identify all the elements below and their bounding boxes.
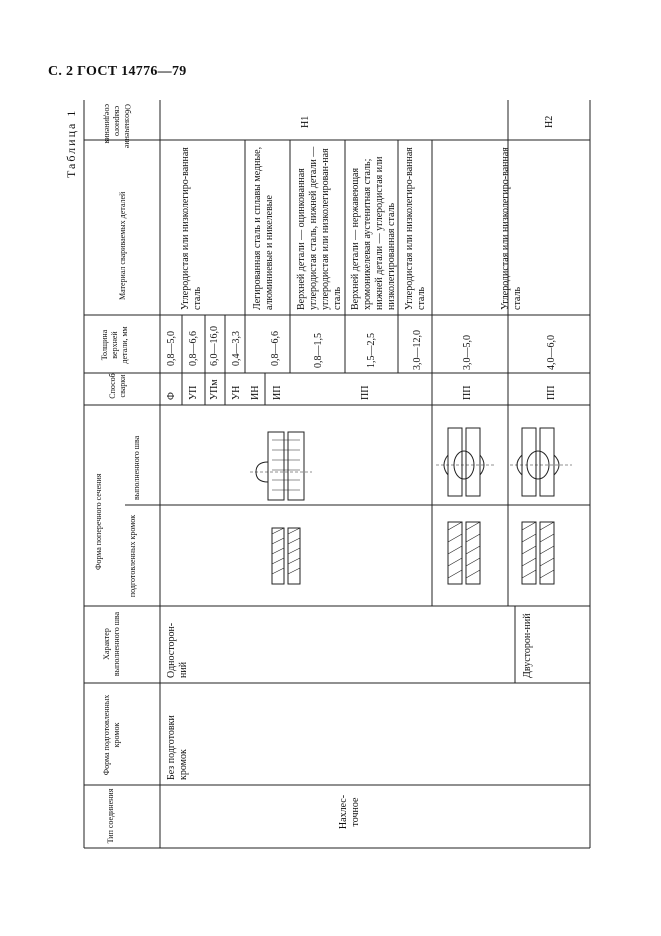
- material-6: Углеродистая или низколегиро-ванная сталь: [500, 147, 523, 310]
- header-designation: Обозначение сварного соединения: [103, 104, 132, 149]
- thickness-7: 1,5—2,5: [366, 333, 377, 368]
- header-method: Способ сварки: [108, 373, 127, 399]
- thickness-9: 3,0—5,0: [462, 335, 473, 370]
- thickness-8: 3,0—12,0: [412, 330, 423, 370]
- material-1: Углеродистая или низколегиро-ванная сталь: [180, 147, 203, 310]
- header-seam-shape: выполненного шва: [132, 435, 141, 500]
- seam-one-sided: Односторон-ний: [166, 622, 189, 678]
- method-3: УПм: [209, 379, 220, 400]
- header-materials: Материал свариваемых деталей: [118, 191, 127, 300]
- thickness-3: 6,0—16,0: [209, 326, 220, 366]
- joint-type-value: Нахлес-точное: [338, 794, 361, 830]
- material-3: Верхней детали — оцинкованная углеродистая сталь, нижней детали — углеродистая или низколегирован-ная сталь: [296, 146, 343, 310]
- method-8: ПП: [462, 385, 473, 400]
- method-9: ПП: [546, 385, 557, 400]
- method-2: УП: [188, 385, 199, 400]
- header-joint-type: Тип соединения: [106, 788, 115, 844]
- header-seam-character: Характер выполненного шва: [102, 611, 121, 677]
- edge-form-value: Без подготовки кромок: [166, 715, 189, 780]
- header-cross-section: Форма поперечного сечения: [94, 473, 103, 570]
- thickness-4: 0,4—3,3: [231, 331, 242, 366]
- designation-h1: Н1: [300, 115, 311, 128]
- table-title: Таблица 1: [64, 108, 78, 178]
- header-edge-form: Форма подготовленных кромок: [102, 694, 121, 776]
- material-2: Легированная сталь и сплавы медные, алюминиевые и никелевые: [252, 146, 275, 310]
- header-prepared-edges: подготовленных кромок: [128, 514, 137, 598]
- method-4: УН: [231, 385, 242, 400]
- method-7: ПП: [360, 385, 371, 400]
- thickness-10: 4,0—6,0: [546, 335, 557, 370]
- thickness-6: 0,8—1,5: [313, 333, 324, 368]
- method-6: ИП: [272, 385, 283, 400]
- thickness-5: 0,8—6,6: [270, 331, 281, 366]
- header-thickness: Толщина верхней детали, мм: [100, 326, 129, 364]
- material-4: Верхней детали — нержавеющая хромоникелевая аустенитная сталь; нижней детали — углеродистая или низколегированная сталь: [350, 156, 397, 310]
- material-5: Углеродистая или низколегиро-ванная сталь: [404, 147, 427, 310]
- page-header: С. 2 ГОСТ 14776—79: [48, 64, 187, 79]
- method-5: ИН: [250, 385, 261, 400]
- seam-two-sided: Двусторон-ний: [522, 613, 533, 678]
- method-1: Ф: [166, 392, 177, 400]
- designation-h2: Н2: [544, 115, 555, 128]
- thickness-2: 0,8—6,6: [188, 331, 199, 366]
- thickness-1: 0,8—5,0: [166, 331, 177, 366]
